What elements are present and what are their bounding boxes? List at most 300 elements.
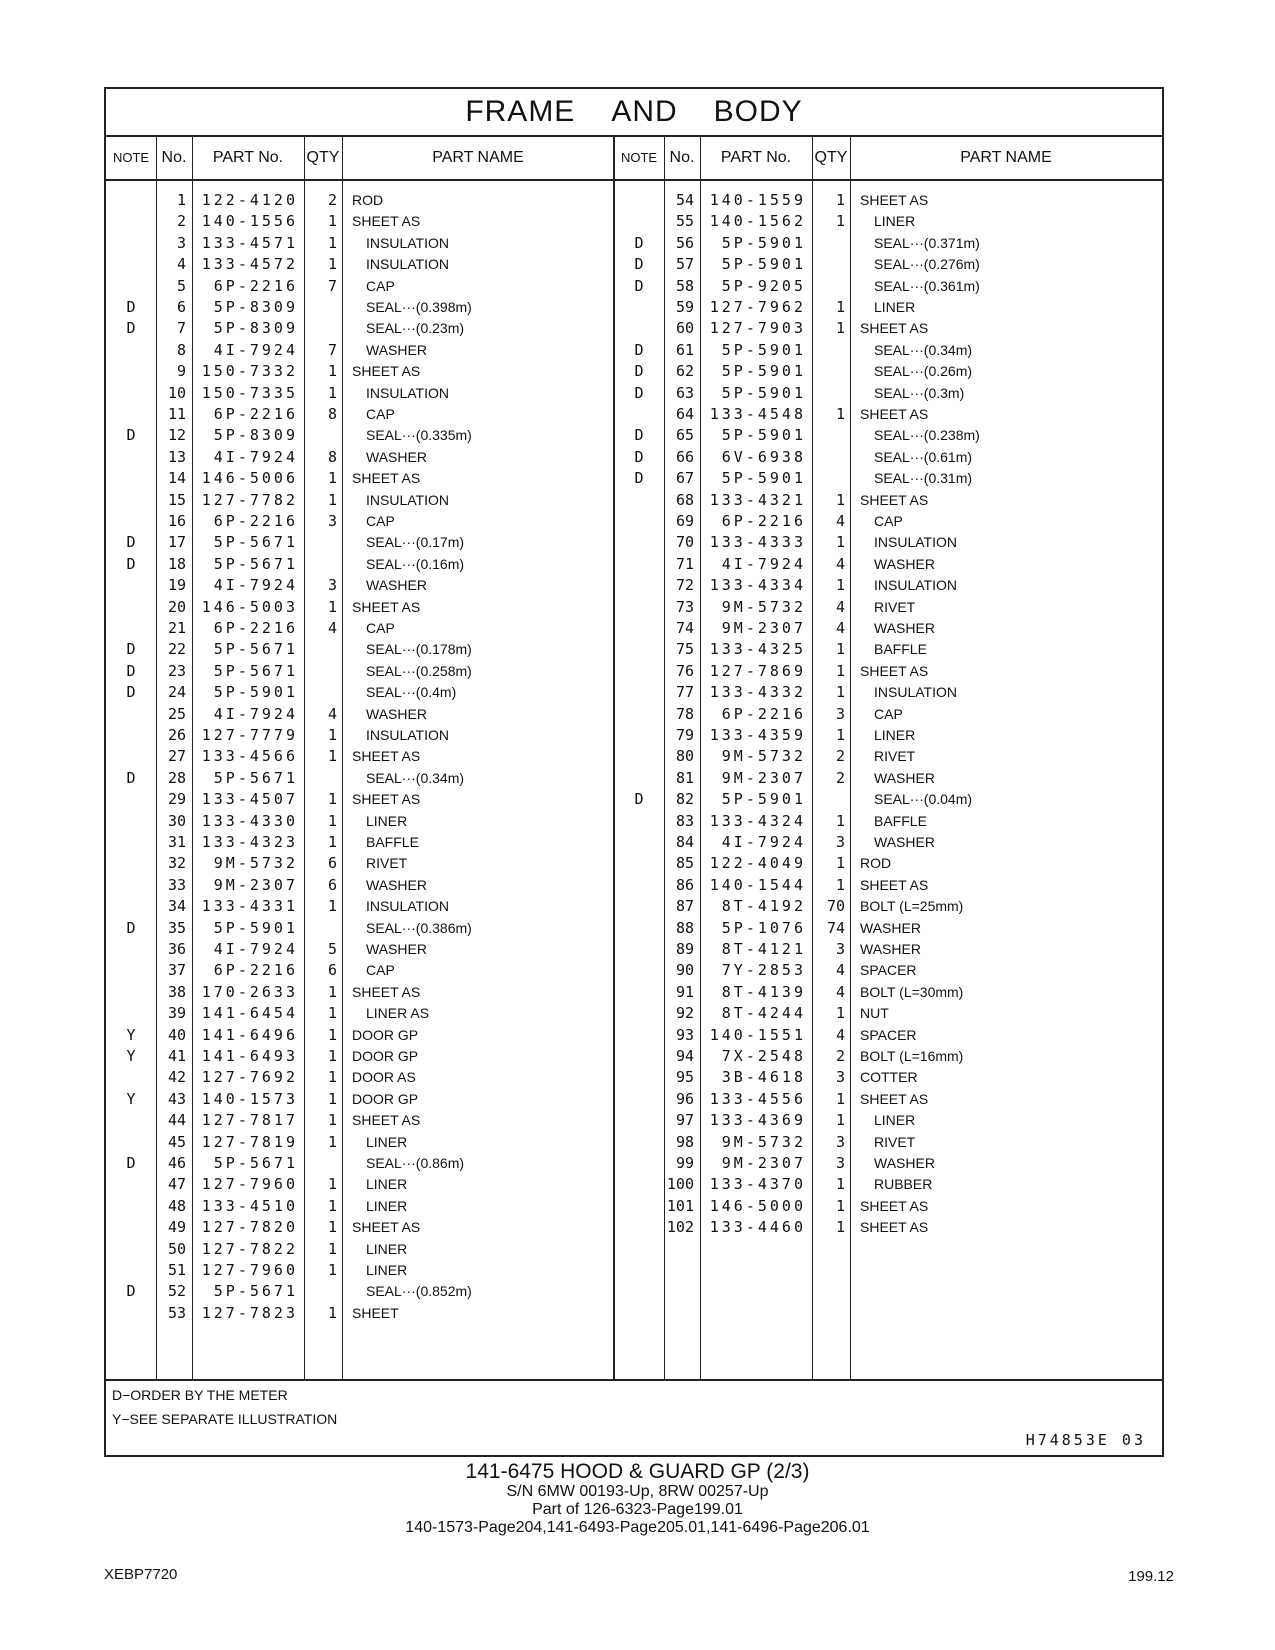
item-number-cell: 96 (675, 1089, 694, 1108)
table-row (106, 681, 614, 703)
table-row (614, 1066, 1162, 1088)
part-name-cell: WASHER (874, 620, 935, 636)
quantity-cell: 3 (835, 833, 845, 851)
part-name-cell: DOOR GP (352, 1026, 419, 1043)
part-name-cell: INSULATION (874, 577, 957, 594)
note-y-legend: Y−SEE SEPARATE ILLUSTRATION (112, 1411, 338, 1427)
quantity-cell: 3 (327, 512, 337, 530)
part-name-cell: SEAL···(0.852m) (366, 1283, 472, 1300)
part-name-cell: SEAL···(0.178m) (366, 641, 472, 658)
table-row (614, 874, 1162, 896)
part-number-cell: 7X-2548 (721, 1047, 806, 1065)
item-number-cell: 45 (167, 1132, 186, 1151)
part-name-cell: SHEET AS (352, 1112, 421, 1129)
part-number-cell: 5P-5901 (721, 233, 806, 252)
quantity-cell: 2 (835, 1047, 845, 1065)
note-cell: D (634, 447, 644, 466)
part-name-cell: LINER (366, 812, 408, 829)
part-name-cell: INSULATION (874, 534, 957, 551)
quantity-cell: 2 (327, 191, 337, 209)
note-cell: D (634, 469, 644, 488)
quantity-cell: 3 (835, 1154, 845, 1172)
item-number-cell: 86 (675, 875, 694, 894)
part-number-cell: 133-4548 (709, 405, 806, 423)
item-number-cell: 6 (176, 298, 186, 316)
title-word-2: AND (611, 95, 678, 128)
table-row (106, 489, 614, 511)
header-part-right: PART No. (700, 135, 812, 181)
quantity-cell: 8 (327, 405, 337, 423)
part-number-cell: 133-4566 (201, 747, 298, 766)
quantity-cell: 1 (835, 298, 845, 316)
part-number-cell: 133-4330 (201, 811, 298, 830)
table-row (106, 745, 614, 767)
item-number-cell: 87 (675, 897, 694, 916)
note-cell: Y (126, 1025, 136, 1044)
note-cell: D (126, 1154, 136, 1172)
part-name-cell: LINER (366, 1197, 408, 1214)
item-number-cell: 29 (167, 790, 186, 809)
title-word-3: BODY (713, 95, 803, 128)
part-number-cell: 127-7960 (201, 1261, 298, 1279)
item-number-cell: 27 (167, 747, 186, 766)
part-name-cell: RIVET (874, 598, 916, 615)
part-name-cell: SHEET AS (352, 1219, 421, 1236)
part-name-cell: SHEET AS (352, 983, 421, 1000)
item-number-cell: 4 (176, 255, 186, 274)
part-number-cell: 127-7960 (201, 1175, 298, 1194)
table-row (614, 489, 1162, 511)
part-name-cell: WASHER (874, 1155, 935, 1171)
quantity-cell: 70 (826, 897, 845, 916)
part-name-cell: WASHER (860, 941, 921, 957)
part-name-cell: RUBBER (874, 1176, 933, 1193)
part-name-cell: INSULATION (874, 684, 957, 701)
item-number-cell: 63 (675, 383, 694, 402)
quantity-cell: 1 (327, 1025, 337, 1044)
item-number-cell: 8 (176, 340, 186, 359)
note-cell: D (126, 533, 136, 552)
item-number-cell: 26 (167, 726, 186, 744)
part-name-cell: SEAL···(0.04m) (874, 791, 973, 808)
quantity-cell: 1 (835, 1175, 845, 1194)
table-row (106, 1088, 614, 1110)
note-cell: D (126, 298, 136, 316)
item-number-cell: 101 (666, 1196, 694, 1215)
note-cell: D (126, 1282, 136, 1301)
part-number-cell: 133-4507 (201, 790, 298, 809)
item-number-cell: 68 (675, 490, 694, 509)
part-name-cell: LINER (366, 1176, 408, 1193)
part-name-cell: BAFFLE (366, 834, 419, 850)
table-row (614, 724, 1162, 746)
note-cell: D (126, 426, 136, 445)
part-name-cell: LINER (874, 213, 916, 230)
table-row (614, 553, 1162, 575)
part-number-cell: 150-7335 (201, 383, 298, 402)
part-number-cell: 133-4333 (709, 533, 806, 552)
note-cell: D (634, 233, 644, 252)
quantity-cell: 1 (327, 1004, 337, 1023)
table-row (106, 852, 614, 874)
quantity-cell: 1 (327, 362, 337, 381)
quantity-cell: 1 (835, 683, 845, 702)
item-number-cell: 71 (675, 554, 694, 573)
note-cell: D (634, 426, 644, 445)
part-name-cell: CAP (366, 513, 395, 529)
part-name-cell: SEAL···(0.17m) (366, 534, 465, 551)
table-row (106, 660, 614, 682)
part-number-cell: 5P-5671 (213, 554, 298, 573)
part-number-cell: 5P-5901 (721, 255, 806, 274)
header-no-right: No. (664, 135, 700, 181)
part-name-cell: SEAL···(0.371m) (874, 234, 980, 251)
table-row (614, 382, 1162, 404)
part-number-cell: 8T-4121 (721, 940, 806, 958)
table-row (106, 1259, 614, 1281)
item-number-cell: 92 (675, 1004, 694, 1023)
item-number-cell: 73 (675, 597, 694, 616)
item-number-cell: 62 (675, 362, 694, 381)
table-row (106, 617, 614, 639)
part-name-cell: BAFFLE (874, 641, 927, 658)
part-number-cell: 3B-4618 (721, 1068, 806, 1087)
item-number-cell: 78 (675, 704, 694, 723)
part-number-cell: 6P-2216 (721, 512, 806, 530)
item-number-cell: 90 (675, 961, 694, 980)
quantity-cell: 1 (835, 640, 845, 659)
part-number-cell: 127-7782 (201, 490, 298, 509)
part-number-cell: 127-7779 (201, 726, 298, 744)
part-name-cell: SHEET AS (352, 213, 421, 230)
part-number-cell: 5P-8309 (213, 426, 298, 445)
part-name-cell: SHEET AS (860, 1090, 929, 1107)
quantity-cell: 3 (835, 704, 845, 723)
item-number-cell: 97 (675, 1111, 694, 1130)
part-number-cell: 133-4369 (709, 1111, 806, 1130)
part-number-cell: 6P-2216 (721, 704, 806, 723)
table-row (614, 1045, 1162, 1067)
part-name-cell: LINER (366, 1262, 408, 1278)
table-row (106, 724, 614, 746)
part-number-cell: 8T-4244 (721, 1004, 806, 1023)
part-number-cell: 122-4120 (201, 191, 298, 209)
part-name-cell: SEAL···(0.361m) (874, 277, 980, 294)
table-row (106, 1152, 614, 1174)
item-number-cell: 80 (675, 747, 694, 766)
part-name-cell: SHEET AS (860, 1197, 929, 1214)
item-number-cell: 21 (167, 619, 186, 637)
item-number-cell: 10 (167, 383, 186, 402)
part-name-cell: SEAL···(0.4m) (366, 684, 457, 701)
quantity-cell: 4 (835, 982, 845, 1001)
item-number-cell: 13 (167, 447, 186, 466)
part-number-cell: 4I-7924 (721, 833, 806, 851)
item-number-cell: 74 (675, 619, 694, 637)
part-number-cell: 5P-5901 (721, 362, 806, 381)
part-number-cell: 133-4572 (201, 255, 298, 274)
table-row (106, 596, 614, 618)
table-row (106, 424, 614, 446)
quantity-cell: 1 (835, 875, 845, 894)
quantity-cell: 1 (327, 747, 337, 766)
item-number-cell: 35 (167, 918, 186, 937)
table-row (106, 1066, 614, 1088)
part-number-cell: 133-4359 (709, 726, 806, 744)
part-number-cell: 140-1556 (201, 212, 298, 231)
part-number-cell: 127-7823 (201, 1303, 298, 1322)
part-number-cell: 4I-7924 (213, 940, 298, 958)
part-number-cell: 4I-7924 (213, 340, 298, 359)
part-name-cell: CAP (874, 705, 903, 722)
table-row (614, 189, 1162, 211)
part-name-cell: WASHER (366, 341, 427, 358)
part-name-cell: LINER (366, 1240, 408, 1257)
note-cell: D (126, 683, 136, 702)
table-title (106, 89, 1162, 137)
quantity-cell: 1 (327, 469, 337, 488)
quantity-cell: 1 (327, 1132, 337, 1151)
table-row (614, 917, 1162, 939)
item-number-cell: 18 (167, 554, 186, 573)
part-name-cell: WASHER (860, 919, 921, 936)
parts-table-frame (104, 87, 1164, 1457)
table-row (106, 446, 614, 468)
table-row (106, 1131, 614, 1153)
item-number-cell: 75 (675, 640, 694, 659)
part-name-cell: DOOR AS (352, 1069, 416, 1086)
part-number-cell: 122-4049 (709, 854, 806, 873)
quantity-cell: 1 (327, 1175, 337, 1194)
part-number-cell: 9M-5732 (721, 1132, 806, 1151)
quantity-cell: 1 (835, 661, 845, 680)
part-name-cell: NUT (860, 1005, 889, 1022)
quantity-cell: 3 (835, 940, 845, 958)
part-name-cell: SHEET AS (860, 320, 929, 337)
part-number-cell: 5P-5901 (213, 918, 298, 937)
item-number-cell: 100 (666, 1175, 694, 1194)
part-name-cell: SEAL···(0.34m) (366, 769, 465, 786)
quantity-cell: 6 (327, 875, 337, 894)
part-name-cell: SHEET AS (860, 491, 929, 508)
part-number-cell: 140-1544 (709, 875, 806, 894)
part-number-cell: 133-4510 (201, 1196, 298, 1215)
part-number-cell: 4I-7924 (213, 447, 298, 466)
item-number-cell: 12 (167, 426, 186, 445)
item-number-cell: 36 (167, 940, 186, 958)
part-name-cell: SEAL···(0.31m) (874, 470, 973, 487)
quantity-cell: 2 (835, 768, 845, 787)
part-number-cell: 133-4323 (201, 833, 298, 851)
item-number-cell: 34 (167, 897, 186, 916)
part-number-cell: 141-6496 (201, 1025, 298, 1044)
item-number-cell: 67 (675, 469, 694, 488)
part-number-cell: 6P-2216 (213, 512, 298, 530)
part-name-cell: BOLT (L=30mm) (860, 983, 964, 1000)
part-name-cell: WASHER (366, 448, 427, 465)
quantity-cell: 3 (835, 1068, 845, 1087)
quantity-cell: 1 (835, 319, 845, 338)
part-name-cell: DOOR GP (352, 1090, 419, 1107)
part-number-cell: 6V-6938 (721, 447, 806, 466)
item-number-cell: 43 (167, 1089, 186, 1108)
table-row (106, 553, 614, 575)
part-number-cell: 133-4556 (709, 1089, 806, 1108)
table-row (614, 424, 1162, 446)
quantity-cell: 1 (327, 833, 337, 851)
part-name-cell: RIVET (874, 748, 916, 765)
part-number-cell: 9M-2307 (213, 875, 298, 894)
quantity-cell: 1 (327, 726, 337, 744)
part-number-cell: 5P-5671 (213, 640, 298, 659)
table-row (614, 938, 1162, 960)
part-name-cell: SHEET AS (352, 363, 421, 380)
part-name-cell: SHEET AS (860, 876, 929, 893)
part-number-cell: 140-1573 (201, 1089, 298, 1108)
item-number-cell: 70 (675, 533, 694, 552)
part-name-cell: INSULATION (366, 384, 449, 401)
part-number-cell: 8T-4139 (721, 982, 806, 1001)
part-number-cell: 5P-8309 (213, 319, 298, 338)
table-row (614, 981, 1162, 1003)
quantity-cell: 1 (327, 1047, 337, 1065)
note-cell: Y (126, 1047, 136, 1065)
part-name-cell: INSULATION (366, 727, 449, 743)
item-number-cell: 14 (167, 469, 186, 488)
table-row (614, 339, 1162, 361)
item-number-cell: 5 (176, 276, 186, 295)
part-name-cell: SEAL···(0.61m) (874, 448, 973, 465)
item-number-cell: 2 (176, 212, 186, 231)
item-number-cell: 28 (167, 768, 186, 787)
item-number-cell: 65 (675, 426, 694, 445)
item-number-cell: 55 (675, 212, 694, 231)
part-name-cell: SHEET AS (352, 598, 421, 615)
table-row (106, 810, 614, 832)
quantity-cell: 7 (327, 276, 337, 295)
part-number-cell: 5P-5671 (213, 768, 298, 787)
part-number-cell: 5P-5671 (213, 661, 298, 680)
item-number-cell: 81 (675, 768, 694, 787)
quantity-cell: 1 (327, 1218, 337, 1237)
part-name-cell: BOLT (L=25mm) (860, 898, 964, 915)
note-cell: D (126, 768, 136, 787)
item-number-cell: 11 (167, 405, 186, 423)
notes-divider (106, 1379, 1162, 1381)
table-row (614, 788, 1162, 810)
header-name-right: PART NAME (850, 135, 1162, 181)
footer-doc-id: XEBP7720 (104, 1566, 178, 1583)
part-name-cell: SEAL···(0.16m) (366, 555, 465, 572)
note-cell: D (126, 661, 136, 680)
quantity-cell: 3 (835, 1132, 845, 1151)
part-number-cell: 127-7903 (709, 319, 806, 338)
part-number-cell: 4I-7924 (213, 704, 298, 723)
table-row (614, 531, 1162, 553)
part-name-cell: INSULATION (366, 491, 449, 508)
item-number-cell: 66 (675, 447, 694, 466)
part-name-cell: SPACER (860, 1026, 917, 1043)
part-name-cell: SHEET AS (352, 748, 421, 765)
part-number-cell: 150-7332 (201, 362, 298, 381)
item-number-cell: 54 (675, 191, 694, 209)
quantity-cell: 1 (327, 1068, 337, 1087)
item-number-cell: 48 (167, 1196, 186, 1215)
part-number-cell: 8T-4192 (721, 897, 806, 916)
item-number-cell: 51 (167, 1261, 186, 1279)
quantity-cell: 1 (327, 811, 337, 830)
part-number-cell: 9M-5732 (721, 597, 806, 616)
part-number-cell: 5P-1076 (721, 918, 806, 937)
quantity-cell: 4 (327, 704, 337, 723)
caption-page-refs: 140-1573-Page204,141-6493-Page205.01,141-6496-Page206.01 (405, 1519, 870, 1536)
quantity-cell: 1 (835, 191, 845, 209)
table-row (106, 510, 614, 532)
quantity-cell: 1 (327, 490, 337, 509)
item-number-cell: 72 (675, 576, 694, 595)
part-number-cell: 5P-5901 (213, 683, 298, 702)
item-number-cell: 98 (675, 1132, 694, 1151)
item-number-cell: 53 (167, 1303, 186, 1322)
table-row (106, 1024, 614, 1046)
item-number-cell: 58 (675, 276, 694, 295)
item-number-cell: 47 (167, 1175, 186, 1194)
part-name-cell: SPACER (860, 962, 917, 979)
quantity-cell: 1 (835, 1111, 845, 1130)
part-number-cell: 6P-2216 (213, 405, 298, 423)
table-row (614, 895, 1162, 917)
table-row (106, 874, 614, 896)
part-number-cell: 146-5003 (201, 597, 298, 616)
item-number-cell: 39 (167, 1004, 186, 1023)
part-number-cell: 133-4334 (709, 576, 806, 595)
part-name-cell: SEAL···(0.276m) (874, 256, 980, 273)
part-number-cell: 9M-5732 (721, 747, 806, 766)
note-cell: D (634, 362, 644, 381)
item-number-cell: 3 (176, 233, 186, 252)
part-number-cell: 133-4321 (709, 490, 806, 509)
item-number-cell: 44 (167, 1111, 186, 1130)
part-number-cell: 141-6493 (201, 1047, 298, 1065)
part-name-cell: LINER (874, 727, 916, 743)
item-number-cell: 79 (675, 726, 694, 744)
footer-page-number: 199.12 (1128, 1568, 1174, 1585)
part-name-cell: ROD (860, 855, 892, 872)
part-name-cell: RIVET (874, 1133, 916, 1150)
header-qty-right: QTY (812, 135, 850, 181)
part-number-cell: 5P-9205 (721, 276, 806, 295)
note-cell: D (126, 918, 136, 937)
table-row (106, 1195, 614, 1217)
part-number-cell: 127-7822 (201, 1239, 298, 1258)
quantity-cell: 1 (327, 1239, 337, 1258)
table-row (614, 617, 1162, 639)
table-row (614, 1002, 1162, 1024)
table-row (614, 959, 1162, 981)
quantity-cell: 1 (835, 726, 845, 744)
part-name-cell: WASHER (366, 705, 427, 722)
illustration-reference: H74853E 03 (1025, 1431, 1146, 1449)
quantity-cell: 74 (826, 918, 845, 937)
part-name-cell: CAP (366, 406, 395, 422)
part-number-cell: 5P-5671 (213, 1282, 298, 1301)
note-cell: D (634, 790, 644, 809)
part-name-cell: COTTER (860, 1069, 918, 1086)
part-number-cell: 9M-2307 (721, 619, 806, 637)
part-name-cell: CAP (366, 277, 395, 294)
item-number-cell: 83 (675, 811, 694, 830)
quantity-cell: 1 (327, 982, 337, 1001)
